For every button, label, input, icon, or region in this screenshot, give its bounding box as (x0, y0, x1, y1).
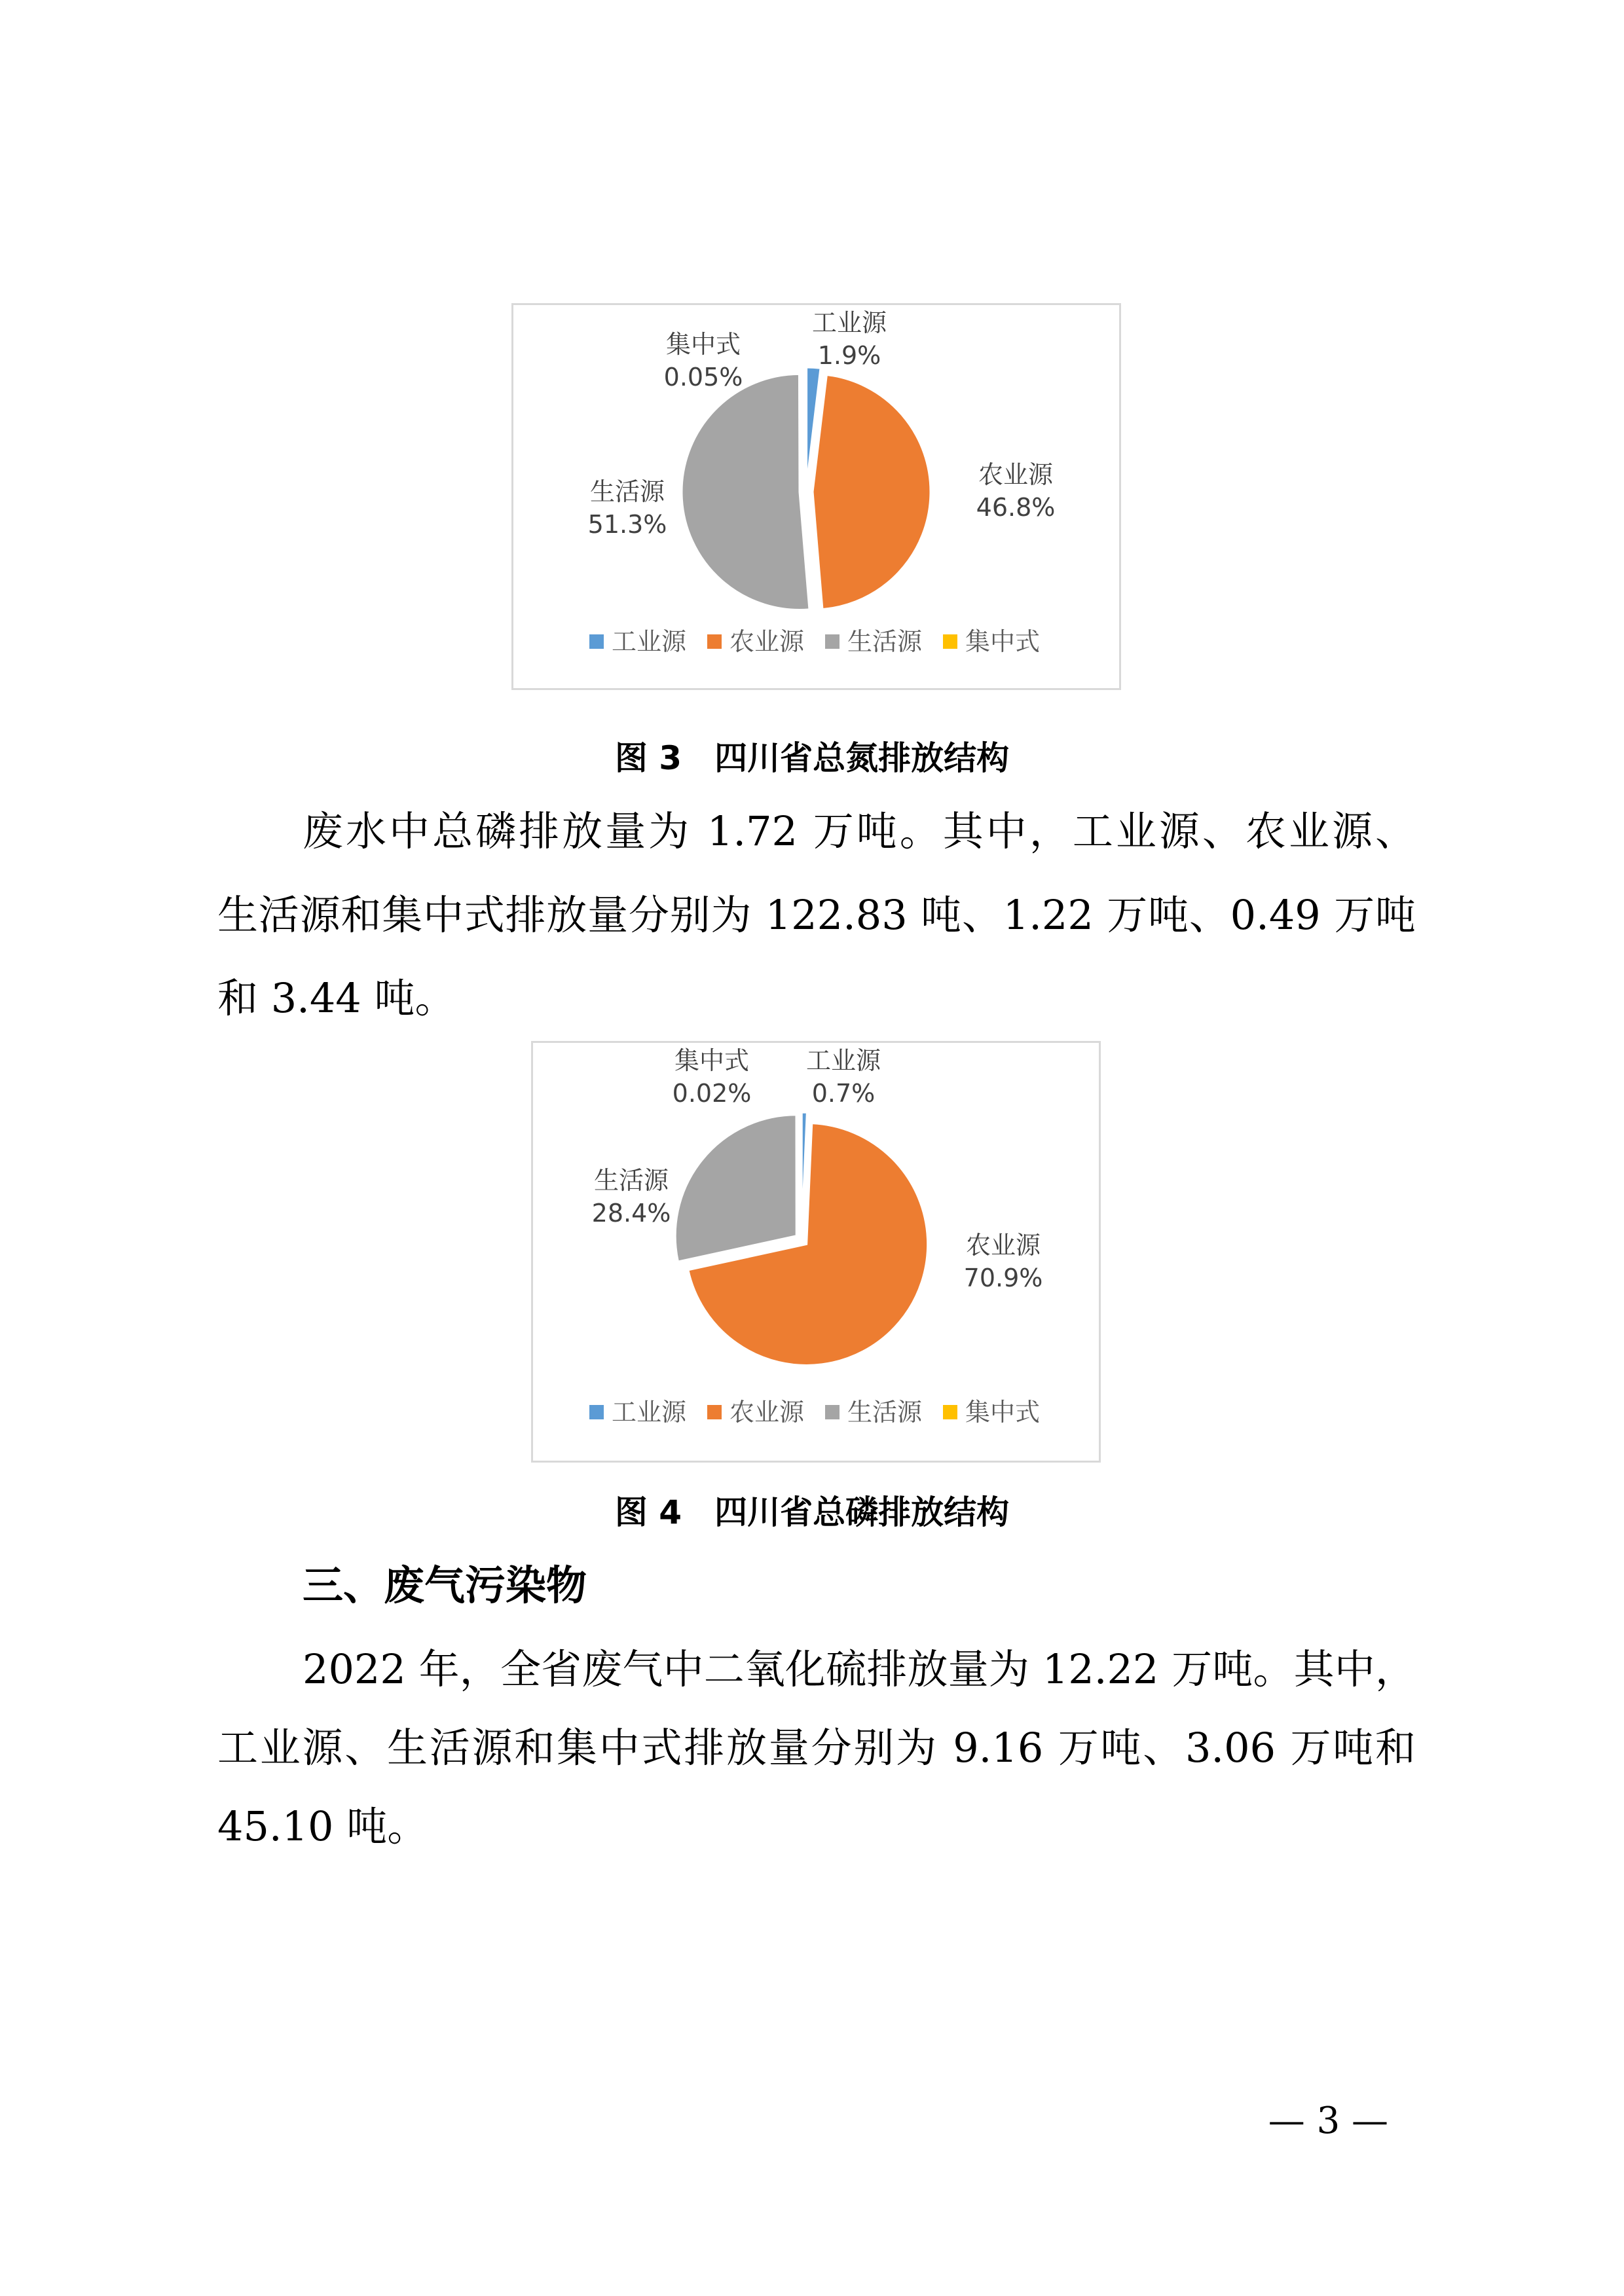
data-label-category-centralized: 集中式 (665, 330, 741, 359)
data-label-value-agricultural: 46.8% (976, 493, 1056, 522)
legend-label-centralized: 集中式 (965, 1398, 1041, 1427)
pie-slice-domestic (675, 1115, 796, 1262)
pie-slice-agricultural (813, 374, 931, 609)
chart-figure-3 (511, 303, 1121, 690)
legend-swatch-domestic (825, 1405, 840, 1419)
data-label-category-centralized: 集中式 (674, 1046, 750, 1075)
legend-label-domestic: 生活源 (847, 1398, 923, 1427)
legend-swatch-industrial (589, 634, 604, 649)
figure-4-caption: 图 4 四川省总磷排放结构 (614, 1493, 1010, 1531)
legend-swatch-centralized (943, 634, 957, 649)
legend-swatch-agricultural (707, 634, 722, 649)
data-label-category-industrial: 工业源 (805, 1046, 881, 1075)
page-number: — 3 — (1268, 2100, 1388, 2142)
section-heading: 三、废气污染物 (303, 1561, 587, 1609)
data-label-value-domestic: 28.4% (591, 1199, 671, 1228)
legend-label-agricultural: 农业源 (729, 627, 805, 656)
data-label-category-agricultural: 农业源 (978, 460, 1054, 489)
paragraph-line: 工业源、生活源和集中式排放量分别为 9.16 万吨、3.06 万吨和 (217, 1724, 1416, 1772)
paragraph-line: 2022 年，全省废气中二氧化硫排放量为 12.22 万吨。其中， (303, 1645, 1416, 1693)
data-label-category-agricultural: 农业源 (965, 1231, 1041, 1260)
data-label-category-industrial: 工业源 (811, 308, 887, 337)
pie-slice-centralized (805, 367, 806, 485)
legend-swatch-centralized (943, 1405, 957, 1419)
data-label-value-centralized: 0.05% (663, 363, 743, 392)
legend-label-industrial: 工业源 (612, 1398, 687, 1427)
legend-label-centralized: 集中式 (965, 627, 1041, 656)
paragraph-line: 生活源和集中式排放量分别为 122.83 吨、1.22 万吨、0.49 万吨 (217, 891, 1416, 939)
legend-swatch-industrial (589, 1405, 604, 1419)
chart-figure-4 (531, 1041, 1101, 1463)
data-label-value-domestic: 51.3% (587, 510, 667, 539)
data-label-value-industrial: 0.7% (811, 1079, 876, 1108)
data-label-category-domestic: 生活源 (589, 477, 665, 506)
paragraph-line: 和 3.44 吨。 (217, 974, 456, 1022)
pie-chart-total-phosphorus (533, 1043, 1099, 1461)
pie-slice-domestic (682, 374, 809, 610)
paragraph-line: 45.10 吨。 (217, 1802, 428, 1850)
data-label-value-industrial: 1.9% (817, 341, 881, 370)
data-label-value-agricultural: 70.9% (963, 1264, 1043, 1292)
legend-label-industrial: 工业源 (612, 627, 687, 656)
legend-swatch-agricultural (707, 1405, 722, 1419)
data-label-value-centralized: 0.02% (672, 1079, 752, 1108)
legend-swatch-domestic (825, 634, 840, 649)
data-label-category-domestic: 生活源 (593, 1166, 669, 1195)
figure-3-caption: 图 3 四川省总氮排放结构 (614, 739, 1010, 777)
paragraph-line: 废水中总磷排放量为 1.72 万吨。其中，工业源、农业源、 (303, 807, 1416, 855)
pie-chart-total-nitrogen (513, 305, 1119, 688)
legend-label-domestic: 生活源 (847, 627, 923, 656)
legend-label-agricultural: 农业源 (729, 1398, 805, 1427)
